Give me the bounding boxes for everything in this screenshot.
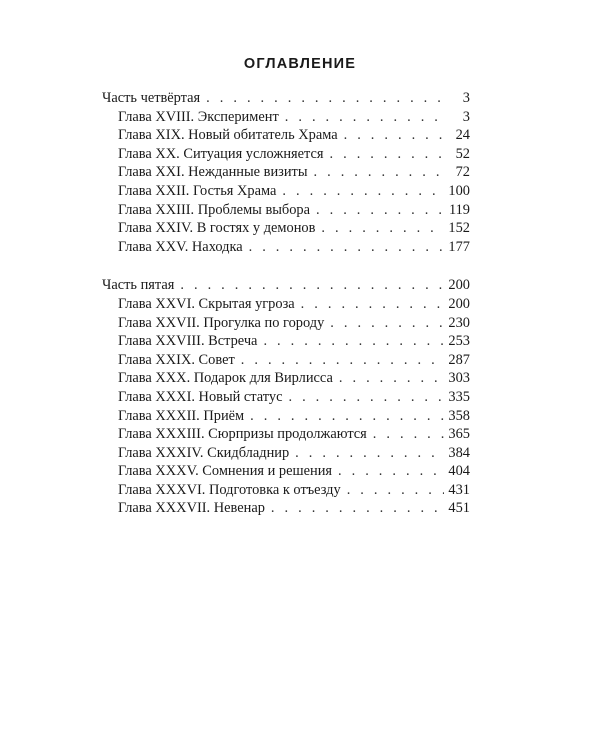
toc-entry-title: Глава XXV. Находка — [118, 238, 243, 255]
toc-page-number: 404 — [448, 463, 470, 480]
toc-page-number: 335 — [448, 388, 470, 405]
toc-entry-title: Глава XXXI. Новый статус — [118, 388, 283, 405]
dot-leader — [339, 369, 445, 388]
toc-chapter-entry — [102, 425, 470, 444]
dot-leader — [271, 499, 445, 518]
toc-chapter-entry — [102, 238, 470, 257]
toc-entry-title: Глава XXIV. В гостях у демонов — [118, 220, 316, 237]
dot-leader — [206, 89, 446, 108]
toc-entry-title: Глава XXI. Нежданные визиты — [118, 164, 308, 181]
dot-leader — [338, 462, 444, 481]
toc-part-entry — [102, 89, 470, 108]
toc-page-number: 3 — [462, 90, 470, 106]
toc-page-number: 177 — [448, 238, 470, 255]
toc-chapter-entry — [102, 369, 470, 388]
toc-entry-title: Глава XXII. Гостья Храма — [118, 182, 277, 199]
toc-entry-title: Глава XXIII. Проблемы выбора — [118, 201, 311, 218]
page-title: ОГЛАВЛЕНИЕ — [243, 56, 357, 72]
toc-chapter-entry — [102, 219, 470, 238]
toc-chapter-entry — [102, 108, 470, 127]
dot-leader — [373, 425, 445, 444]
toc-page-number: 200 — [448, 295, 470, 312]
toc-chapter-entry — [102, 145, 470, 164]
dot-leader — [314, 163, 447, 182]
dot-leader — [241, 351, 445, 370]
dot-leader — [321, 219, 444, 238]
dot-leader — [180, 276, 444, 295]
toc-entry-title: Глава XXX. Подарок для Вирлисса — [118, 370, 333, 387]
toc-entry-title: Часть четвёртая — [102, 90, 201, 106]
toc-chapter-entry — [102, 332, 470, 351]
toc-chapter-entry — [102, 444, 470, 463]
toc-part-entry — [102, 276, 470, 295]
toc-page-number: 72 — [455, 164, 470, 181]
toc-entry-title: Глава XXXVI. Подготовка к отъезду — [118, 481, 341, 498]
toc-entry-title: Глава XXIX. Совет — [118, 351, 235, 368]
dot-leader — [330, 145, 446, 164]
toc-part-section — [102, 276, 470, 518]
toc-entry-title: Глава XIX. Новый обитатель Храма — [118, 127, 338, 144]
toc-chapter-entry — [102, 351, 470, 370]
dot-leader — [295, 444, 444, 463]
toc-page-number: 384 — [448, 444, 470, 461]
toc-chapter-entry — [102, 388, 470, 407]
toc-entry-title: Глава XXXIV. Скидбладнир — [118, 444, 290, 461]
toc-page-number: 52 — [455, 145, 470, 162]
dot-leader — [330, 314, 444, 333]
toc-entry-title: Часть пятая — [102, 277, 175, 294]
dot-leader — [347, 481, 445, 500]
toc-chapter-entry — [102, 163, 470, 182]
toc-page-number: 365 — [448, 426, 470, 443]
toc-chapter-entry — [102, 499, 470, 518]
toc-entry-title: Глава XXVIII. Встреча — [118, 333, 258, 350]
toc-entry-title: Глава XX. Ситуация усложняется — [118, 145, 324, 162]
toc-chapter-entry — [102, 201, 470, 220]
toc-page-number: 24 — [455, 127, 470, 144]
toc-chapter-entry — [102, 295, 470, 314]
toc-page-number: 3 — [462, 108, 470, 125]
dot-leader — [316, 201, 445, 220]
toc-page-number: 200 — [448, 277, 470, 294]
toc-entry-title: Глава XXXVII. Невенар — [118, 500, 265, 517]
toc-entry-title: Глава XVIII. Эксперимент — [118, 108, 279, 125]
toc-entry-title: Глава XXXV. Сомнения и решения — [118, 463, 333, 480]
toc-chapter-entry — [102, 126, 470, 145]
toc-chapter-entry — [102, 481, 470, 500]
toc-page-number: 303 — [448, 370, 470, 387]
dot-leader — [250, 407, 444, 426]
toc-chapter-entry — [102, 314, 470, 333]
dot-leader — [285, 108, 446, 127]
toc-page-number: 119 — [448, 201, 470, 218]
toc-page-number: 230 — [448, 314, 470, 331]
toc-entry-title: Глава XXXII. Приём — [118, 407, 245, 424]
toc-chapter-entry — [102, 462, 470, 481]
toc-page-number: 100 — [448, 182, 470, 199]
dot-leader — [301, 295, 445, 314]
dot-leader — [249, 238, 445, 257]
toc-chapter-entry — [102, 182, 470, 201]
dot-leader — [263, 332, 444, 351]
toc-part-section — [102, 89, 470, 256]
toc-page-number: 451 — [448, 500, 470, 517]
toc-page-number: 152 — [448, 220, 470, 237]
toc-chapter-entry — [102, 407, 470, 426]
toc-entry-title: Глава XXXIII. Сюрпризы продолжаются — [118, 426, 367, 443]
toc-page-number: 253 — [448, 333, 470, 350]
table-of-contents — [102, 89, 470, 518]
toc-entry-title: Глава XXVII. Прогулка по городу — [118, 314, 325, 331]
toc-page-number: 358 — [448, 407, 470, 424]
toc-page-number: 287 — [448, 351, 470, 368]
dot-leader — [344, 126, 446, 145]
dot-leader — [282, 182, 444, 201]
toc-entry-title: Глава XXVI. Скрытая угроза — [118, 295, 295, 312]
dot-leader — [288, 388, 444, 407]
toc-page-number: 431 — [448, 481, 470, 498]
